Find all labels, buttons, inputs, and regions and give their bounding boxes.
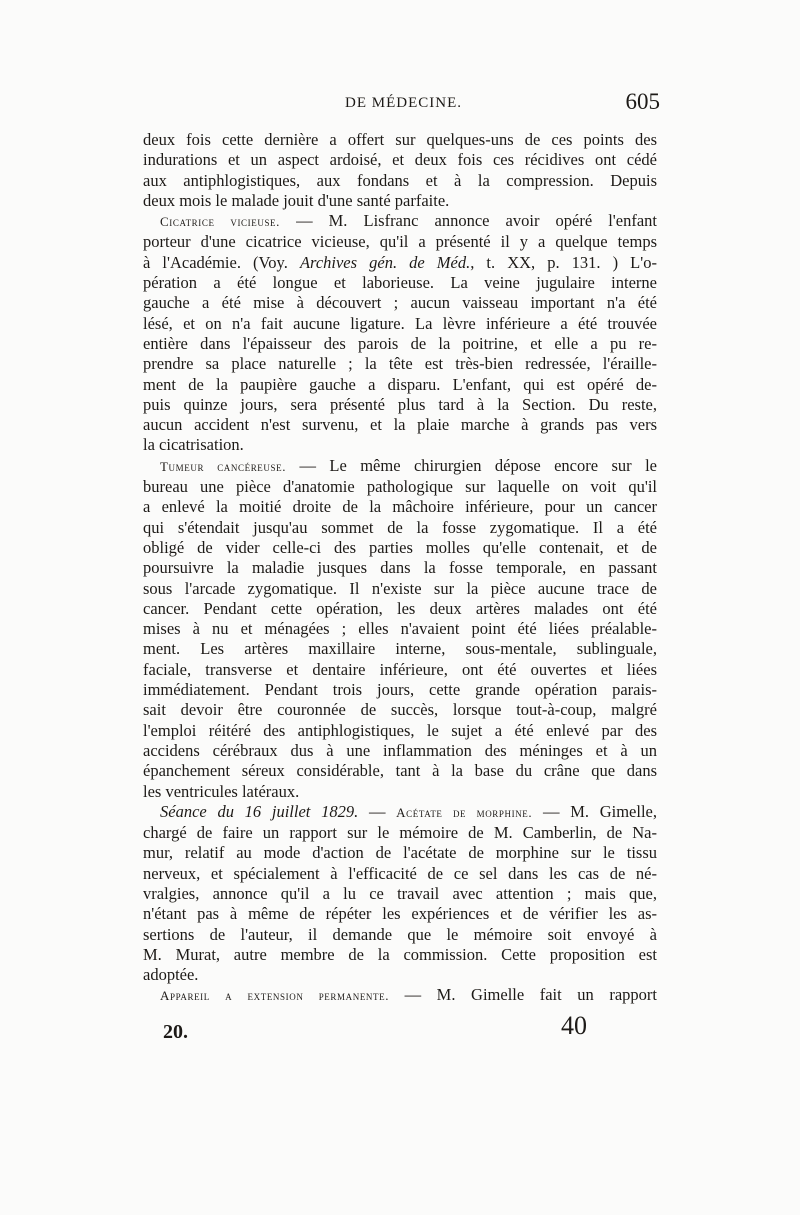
text-line: faciale, transverse et dentaire inférieure, ont été ouvertes et liées xyxy=(143,659,657,679)
text-line: bureau une pièce d'anatomie pathologique sur laquelle on voit qu'il xyxy=(143,477,657,497)
section-heading: Cicatrice vicieuse. xyxy=(160,214,281,230)
text-line: sous l'arcade zygomatique. Il n'existe sur la pièce aucune trace de xyxy=(143,578,657,598)
text-run: à l'Académie. (Voy. xyxy=(143,252,300,272)
text-line: mur, relatif au mode d'action de l'acétate de morphine sur le tissu xyxy=(143,843,657,863)
text-run: — xyxy=(358,801,397,821)
text-run: — Le même chirurgien dépose encore sur le xyxy=(286,455,657,475)
paragraph-acetate-morphine xyxy=(143,802,657,986)
page-body xyxy=(143,130,657,1007)
page-footer xyxy=(163,1011,643,1055)
text-line xyxy=(143,456,657,477)
paragraph-indurations xyxy=(143,130,657,211)
running-head: DE MÉDECINE. xyxy=(345,95,462,111)
text-line: l'emploi réitéré des antiphlogistiques, le sujet a été enlevé par des xyxy=(143,720,657,740)
text-line: lésé, et on n'a fait aucune ligature. La lèvre inférieure a été trouvée xyxy=(143,313,657,333)
paragraph-appareil-extension xyxy=(143,985,657,1006)
text-line: a enlevé la moitié droite de la mâchoire inférieure, pour un cancer xyxy=(143,497,657,517)
text-line: M. Murat, autre membre de la commission. Cette proposition est xyxy=(143,944,657,964)
text-line: poursuivre la maladie jusques dans la fosse temporale, en passant xyxy=(143,558,657,578)
text-line: sait devoir être couronnée de succès, lorsque tout-à-coup, malgré xyxy=(143,700,657,720)
text-line: les ventricules latéraux. xyxy=(143,781,300,801)
section-heading: Tumeur cancéreuse. xyxy=(160,458,287,474)
text-line: épanchement séreux considérable, tant à la base du crâne que dans xyxy=(143,761,657,781)
text-line: prendre sa place naturelle ; la tête est très-bien redressée, l'éraille- xyxy=(143,354,657,374)
signature-mark: 20. xyxy=(163,1021,188,1043)
text-line: ment. Les artères maxillaire interne, sous-mentale, sublinguale, xyxy=(143,639,657,659)
text-line: entière dans l'épaisseur des parois de la poitrine, et elle a pu re- xyxy=(143,333,657,353)
text-line xyxy=(143,985,657,1006)
text-line xyxy=(143,211,657,232)
text-line: porteur d'une cicatrice vicieuse, qu'il a présenté il y a quelque temps xyxy=(143,232,657,252)
text-line: immédiatement. Pendant trois jours, cette grande opération parais- xyxy=(143,680,657,700)
text-line: ment de la paupière gauche a disparu. L'enfant, qui est opéré de- xyxy=(143,374,657,394)
section-heading: Acétate de morphine. xyxy=(396,804,533,820)
text-line: sertions de l'auteur, il demande que le mémoire soit envoyé à xyxy=(143,924,657,944)
text-run: — M. Gimelle, xyxy=(532,801,657,821)
text-run: — M. Gimelle fait un rapport xyxy=(389,985,657,1005)
text-run: — M. Lisfranc annonce avoir opéré l'enfant xyxy=(280,211,657,231)
text-line: gauche a été mise à découvert ; aucun vaisseau important n'a été xyxy=(143,293,657,313)
text-line: la cicatrisation. xyxy=(143,435,244,455)
text-line: obligé de vider celle-ci des parties molles qu'elle contenait, et de xyxy=(143,537,657,557)
section-heading: Appareil a extension permanente. xyxy=(160,988,390,1004)
text-line: aux antiphlogistiques, aux fondans et à la compression. Depuis xyxy=(143,170,657,190)
paragraph-tumeur-cancereuse xyxy=(143,456,657,802)
folio-number: 40 xyxy=(561,1011,587,1040)
text-line: pération a été longue et laborieuse. La veine jugulaire interne xyxy=(143,273,657,293)
text-line: nerveux, et spécialement à l'efficacité de ce sel dans les cas de né- xyxy=(143,863,657,883)
journal-citation: Archives gén. de Méd. xyxy=(299,252,471,272)
text-line: adoptée. xyxy=(143,965,199,985)
text-line: indurations et un aspect ardoisé, et deux fois ces récidives ont cédé xyxy=(143,150,657,170)
text-line: cancer. Pendant cette opération, les deux artères malades ont été xyxy=(143,598,657,618)
text-line: mises à nu et ménagées ; elles n'avaient point été liées préalable- xyxy=(143,619,657,639)
text-line: puis quinze jours, sera présenté plus tard à la Section. Du reste, xyxy=(143,394,657,414)
text-line: accidens cérébraux dus à une inflammation des méninges et à un xyxy=(143,740,657,760)
text-line xyxy=(143,253,657,273)
text-line: chargé de faire un rapport sur le mémoire de M. Camberlin, de Na- xyxy=(143,823,657,843)
page-number: 605 xyxy=(625,89,660,114)
text-line: deux fois cette dernière a offert sur quelques-uns de ces points des xyxy=(143,130,657,149)
text-line: qui s'étendait jusqu'au sommet de la fosse zygomatique. Il a été xyxy=(143,517,657,537)
text-line: n'étant pas à même de répéter les expériences et de vérifier les as- xyxy=(143,904,657,924)
text-line: aucun accident n'est survenu, et la plaie marche à grands pas vers xyxy=(143,415,657,435)
text-line: deux mois le malade jouit d'une santé parfaite. xyxy=(143,190,450,210)
text-line xyxy=(143,802,657,823)
page-header xyxy=(140,89,660,127)
paragraph-cicatrice-vicieuse xyxy=(143,211,657,456)
session-date: Séance du 16 juillet 1829. xyxy=(160,801,359,821)
text-line: vralgies, annonce qu'il a lu ce travail avec attention ; mais que, xyxy=(143,883,657,903)
text-run: , t. XX, p. 131. ) L'o- xyxy=(470,252,657,272)
